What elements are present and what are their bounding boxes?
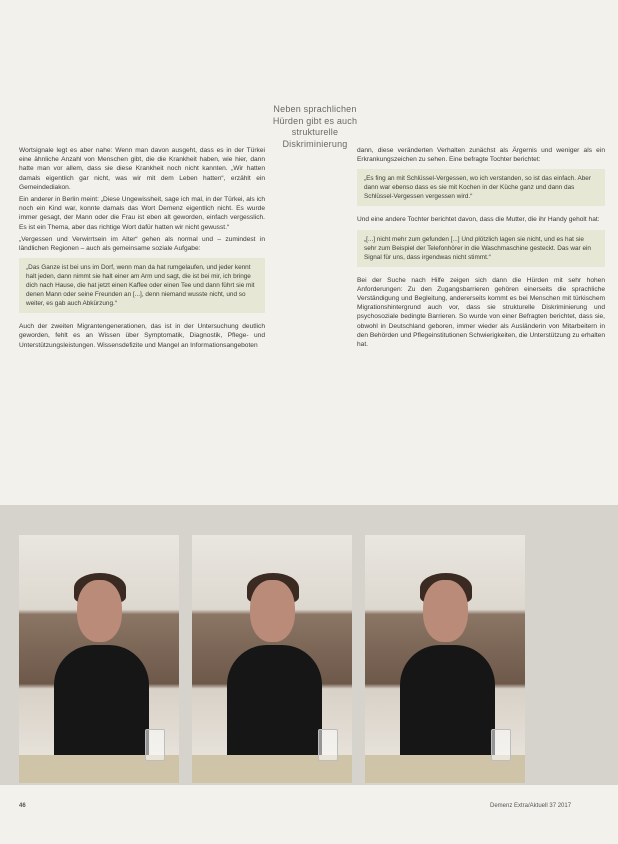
left-paragraph-1: Wortsignale legt es aber nahe: Wenn man davon ausgeht, dass es in der Türkei eine ähnliche Anzahl von Menschen gibt, die die Krankheit haben, wie hier, dann hatte man vor allem, dass sie diese Krankheit noch nicht kannten. „Wir hatten damals eigentlich gar nicht, was wir mit dem Leben hatten“, erzählt ein Gemeindediakon. <box>19 147 265 191</box>
left-paragraph-2: Ein anderer in Berlin meint: „Diese Ungewissheit, sage ich mal, in der Türkei, als ich noch ein Kind war, konnte damals das Wort Demenz eigentlich nicht. Es wurde immer gesagt, der Mann oder die Frau ist eben alt geworden, einfach vergesslich. Es ist ein Thema, aber das richtige Wort dafür hatten wir nicht gewusst.“ <box>19 196 265 231</box>
right-paragraph-3: Bei der Suche nach Hilfe zeigen sich dann die Hürden mit sehr hohen Anforderungen: Zu den Zugangsbarrieren gehören einerseits die sprachliche Verständigung und Begleitung, andererseits kommt es bei Menschen mit türkischem Migrationshintergrund auch vor, dass sie strukturelle Diskriminierung und psychosoziale bedingte Barrieren. So wurde von einer Befragten berichtet, dass sie, obwohl in Deutschland geboren, immer wieder als Ausländerin von Mitarbeitern in den Behörden und Pflegeinstitutionen Schwierigkeiten, die Unterstützung zu erhalten hat. <box>357 276 605 349</box>
glass-icon <box>318 729 338 761</box>
photo-strip <box>0 505 618 785</box>
publication-line: Demenz Extra/Aktuell 37 2017 <box>490 803 572 809</box>
page-number: 46 <box>19 803 26 809</box>
glass-icon <box>491 729 511 761</box>
left-paragraph-4: Auch der zweiten Migrantengenerationen, das ist in der Untersuchung deutlich geworden, fehlt es an Wissen über Symptomatik, Diagnostik, Pflege- und Unterstützungsleistungen. Wissensdefizite und Mangel an Informationsangeboten <box>19 323 265 349</box>
right-paragraph-1: dann, diese veränderten Verhalten zunächst als Ärgernis und weniger als ein Erkrankungszeichen zu sehen. Eine befragte Tochter berichtet: <box>357 147 605 164</box>
right-column <box>357 146 605 352</box>
left-paragraph-3: „Vergessen und Verwirrtsein im Alter“ gehen als normal und – zumindest in ländlichen Regionen – auch als gemeinsame soziale Aufgabe: <box>19 235 265 253</box>
right-quote-box-2: „[...] nicht mehr zum gefunden [...] Und plötzlich lagen sie nicht, und es hat sie sehr zum Beispiel der Telefonhörer in die Waschmaschine gesteckt. Das war ein Signal für uns, dass irgendwas nicht stimmt.“ <box>357 230 605 267</box>
head-shape <box>250 580 295 642</box>
right-quote-box-1: „Es fing an mit Schlüssel-Vergessen, wo ich verstanden, so ist das einfach. Aber dann war ebenso dass es sie mit Kochen in der Küche ganz und dann das Schlüssel-Vergessen vergessen wird.“ <box>357 169 605 206</box>
head-shape <box>77 580 122 642</box>
photo-woman-gesturing-3 <box>365 535 525 783</box>
pull-quote: Neben sprachlichen Hürden gibt es auch strukturelle Diskriminierung <box>272 104 358 149</box>
left-quote-box: „Das Ganze ist bei uns im Dorf, wenn man da hat rumgelaufen, und jeder kennt halt jeden, dann nimmt sie halt einer am Arm und sagt, die ist bei mir, ich bringe dich nach Hause, die hat jetzt einen Kaffee oder einen Tee und dann führt sie mit denen Mann oder seine Freunden an [...], denn niemand wusste nicht, und so weiter, es gab auch Abkürzung.“ <box>19 258 265 313</box>
glass-icon <box>145 729 165 761</box>
right-paragraph-2: Und eine andere Tochter berichtet davon, dass die Mutter, die ihr Handy geholt hat: <box>357 216 600 224</box>
photo-woman-gesturing-2 <box>192 535 352 783</box>
photo-woman-gesturing-1 <box>19 535 179 783</box>
head-shape <box>423 580 468 642</box>
left-column <box>19 146 265 353</box>
